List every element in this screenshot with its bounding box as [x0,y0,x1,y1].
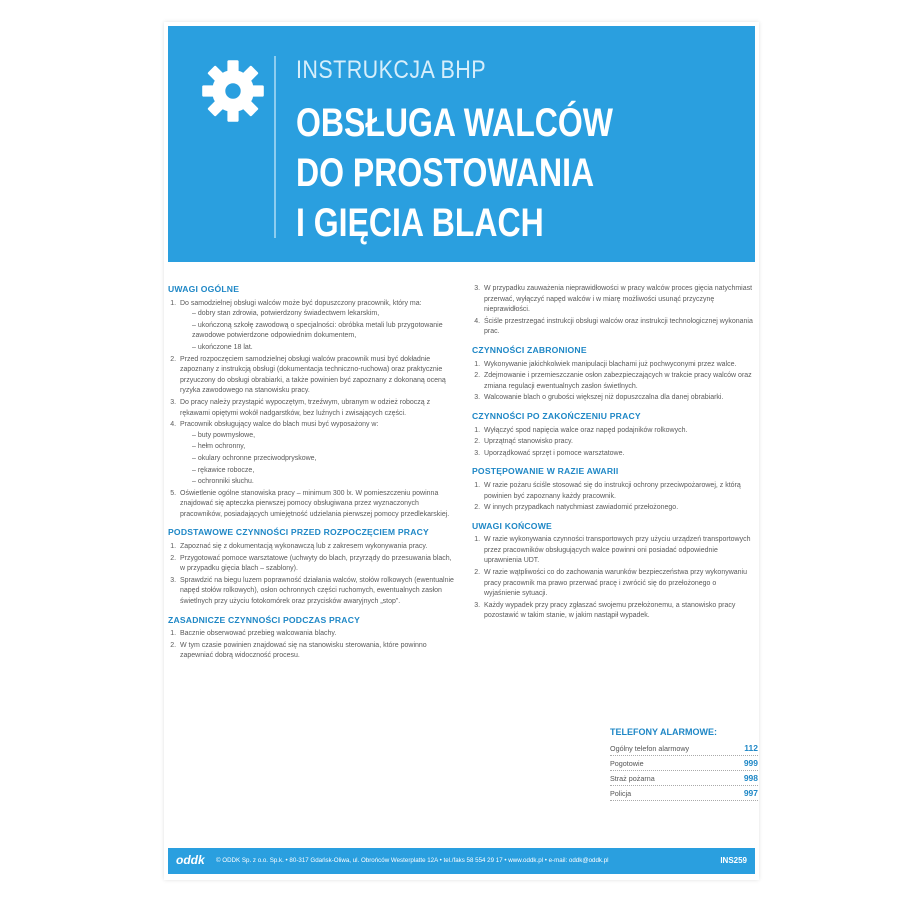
list-item [178,420,455,488]
phone-label: Pogotowie [610,759,644,768]
phone-label: Ogólny telefon alarmowy [610,744,690,753]
list-item [178,299,455,354]
sub-list [180,309,455,353]
list-item: 3. Do pracy należy przystąpić wypoczętym, trzeźwym, ubranym w odzież roboczą z rękawami opiętymi wokół nadgarstków, bez luźnych i zwisających części. [178,398,455,419]
list-item: 1. Wyłączyć spod napięcia walce oraz napęd podajników rolkowych. [482,426,754,437]
document-title [296,98,613,248]
phone-label: Straż pożarna [610,774,655,783]
sub-list-item: – dobry stan zdrowia, potwierdzony świadectwem lekarskim, [190,309,455,320]
document-code: INS259 [720,856,747,865]
section-heading: ZASADNICZE CZYNNOŚCI PODCZAS PRACY [168,614,361,625]
phone-label: Policja [610,789,632,798]
sub-list-item: – ukończoną szkołę zawodową o specjalności: obróbka metali lub przygotowanie zawodowe potwierdzone odpowiednim dokumentem, [190,321,455,342]
list-item: 3. W przypadku zauważenia nieprawidłowości w pracy walców proces gięcia natychmiast przerwać, wyłączyć napęd walców i w miarę możliwości usunąć przyczynę nieprawidłości. [482,284,754,316]
list-item: 2. Przygotować pomoce warsztatowe (uchwyty do blach, przyrządy do przesuwania blach, w przypadku gięcia blach – szablony). [178,554,455,575]
list-item: 2. Zdejmowanie i przemieszczanie osłon zabezpieczających w trakcie pracy walców oraz zmiana regulacji ewentualnych zasłon świetlnych. [482,371,754,392]
phone-number: 997 [743,788,758,798]
section-heading: POSTĘPOWANIE W RAZIE AWARII [472,466,619,477]
forbidden-actions-list [472,360,754,404]
instruction-sheet [164,22,759,880]
emergency-phones [610,727,758,801]
emergency-list [472,481,754,514]
during-work-list [168,629,455,662]
before-work-list [168,542,455,608]
section-heading: CZYNNOŚCI PO ZAKOŃCZENIU PRACY [472,410,641,421]
list-item: 1. W razie wykonywania czynności transportowych przy użyciu urządzeń transportowych przez pracowników obsługujących walce powinni oni posiadać odpowiednie uprawnienia UDT. [482,535,754,567]
general-notes-list [168,299,455,521]
document-kicker: INSTRUKCJA BHP [296,56,487,84]
title-line: DO PROSTOWANIA [296,151,595,195]
publisher-info: © ODDK Sp. z o.o. Sp.k. • 80-317 Gdańsk-Oliwa, ul. Obrońców Westerplatte 12A • tel./faks 58 554 29 17 • www.oddk.pl • e-mail: oddk@oddk.pl [216,857,609,864]
right-column [472,284,754,623]
title-line: I GIĘCIA BLACH [296,201,544,245]
sub-list-item: – buty powmysłowe, [190,431,455,442]
list-item: 2. W tym czasie powinien znajdować się na stanowisku sterowania, które powinno zapewniać dobrą widoczność procesu. [178,641,455,662]
list-item: 2. Przed rozpoczęciem samodzielnej obsługi walców pracownik musi być dokładnie zapoznany z instrukcją obsługi (dokumentacja techniczno-ruchowa) oraz praktycznie przyuczony do obsługi obrabiarki, a także powinien być zapoznany z dokonaną oceną ryzyka zawodowego na stanowisku pracy. [178,355,455,397]
footer-bar [168,848,755,874]
after-work-list [472,426,754,460]
list-item-text: Do samodzielnej obsługi walców może być dopuszczony pracownik, który ma: [180,299,422,307]
list-item: 1. W razie pożaru ściśle stosować się do instrukcji ochrony przeciwpożarowej, z którą powinien być zapoznany każdy pracownik. [482,481,754,502]
section-heading: CZYNNOŚCI ZABRONIONE [472,344,587,355]
phone-number: 998 [743,773,758,783]
list-item: 1. Wykonywanie jakichkolwiek manipulacji blachami już pochwyconymi przez walce. [482,360,754,371]
list-item: 2. W innych przypadkach natychmiast zawiadomić przełożonego. [482,503,754,514]
phone-row [610,741,758,756]
list-item: 3. Walcowanie blach o grubości większej niż dopuszczalna dla danej obrabiarki. [482,393,754,404]
left-column [168,284,455,663]
list-item: 2. W razie wątpliwości co do zachowania warunków bezpieczeństwa przy wykonywaniu pracy pracownik ma prawo przerwać pracę i zwrócić się do przełożonego o wyjaśnienie sytuacji. [482,568,754,600]
list-item: 2. Uprzątnąć stanowisko pracy. [482,437,754,448]
phone-number: 112 [744,743,758,753]
title-line: OBSŁUGA WALCÓW [296,101,613,145]
phone-row [610,786,758,801]
list-item: 5. Oświetlenie ogólne stanowiska pracy – minimum 300 lx. W pomieszczeniu powinna znajdować się apteczka pierwszej pomocy obsługiwana przez wyznaczonych pracowników, posiadających umiejętność udzielania pierwszej pomocy przedlekarskiej. [178,489,455,521]
list-item: 3. Sprawdzić na biegu luzem poprawność działania walców, stołów rolkowych (ewentualnie napęd stołów rolkowych), osłon ochronnych części ruchomych, ewentualnych zasłon świetlnych przy użyciu fotokomórek oraz przycisków awaryjnych „stop”. [178,576,455,608]
sub-list [180,431,455,488]
phone-row [610,771,758,786]
sub-list-item: – rękawice robocze, [190,466,455,477]
final-notes-list [472,535,754,622]
list-item-text: Pracownik obsługujący walce do blach musi być wyposażony w: [180,421,379,429]
section-heading: UWAGI OGÓLNE [168,284,240,294]
sub-list-item: – hełm ochronny, [190,442,455,453]
list-item: 1. Bacznie obserwować przebieg walcowania blachy. [178,629,455,640]
section-heading: UWAGI KOŃCOWE [472,520,552,531]
during-work-list-continued [472,284,754,338]
sub-list-item: – ukończone 18 lat. [190,343,455,354]
sub-list-item: – okulary ochronne przeciwodpryskowe, [190,454,455,465]
list-item: 3. Każdy wypadek przy pracy zgłaszać swojemu przełożonemu, a stanowisko pracy pozostawić w takim stanie, w jakim nastąpił wypadek. [482,601,754,622]
publisher-logo: oddk [176,853,205,867]
phone-row [610,756,758,771]
list-item: 1. Zapoznać się z dokumentacją wykonawczą lub z zakresem wykonywania pracy. [178,542,455,553]
header-divider [274,56,276,238]
gear-icon [198,56,268,126]
sub-list-item: – ochronniki słuchu. [190,477,455,488]
section-heading: PODSTAWOWE CZYNNOŚCI PRZED ROZPOCZĘCIEM PRACY [168,527,429,538]
list-item: 3. Uporządkować sprzęt i pomoce warsztatowe. [482,449,754,460]
phones-title: TELEFONY ALARMOWE: [610,727,717,737]
header-banner [168,26,755,262]
phone-number: 999 [743,758,758,768]
list-item: 4. Ściśle przestrzegać instrukcji obsługi walców oraz instrukcji technologicznej wykonania prac. [482,317,754,338]
